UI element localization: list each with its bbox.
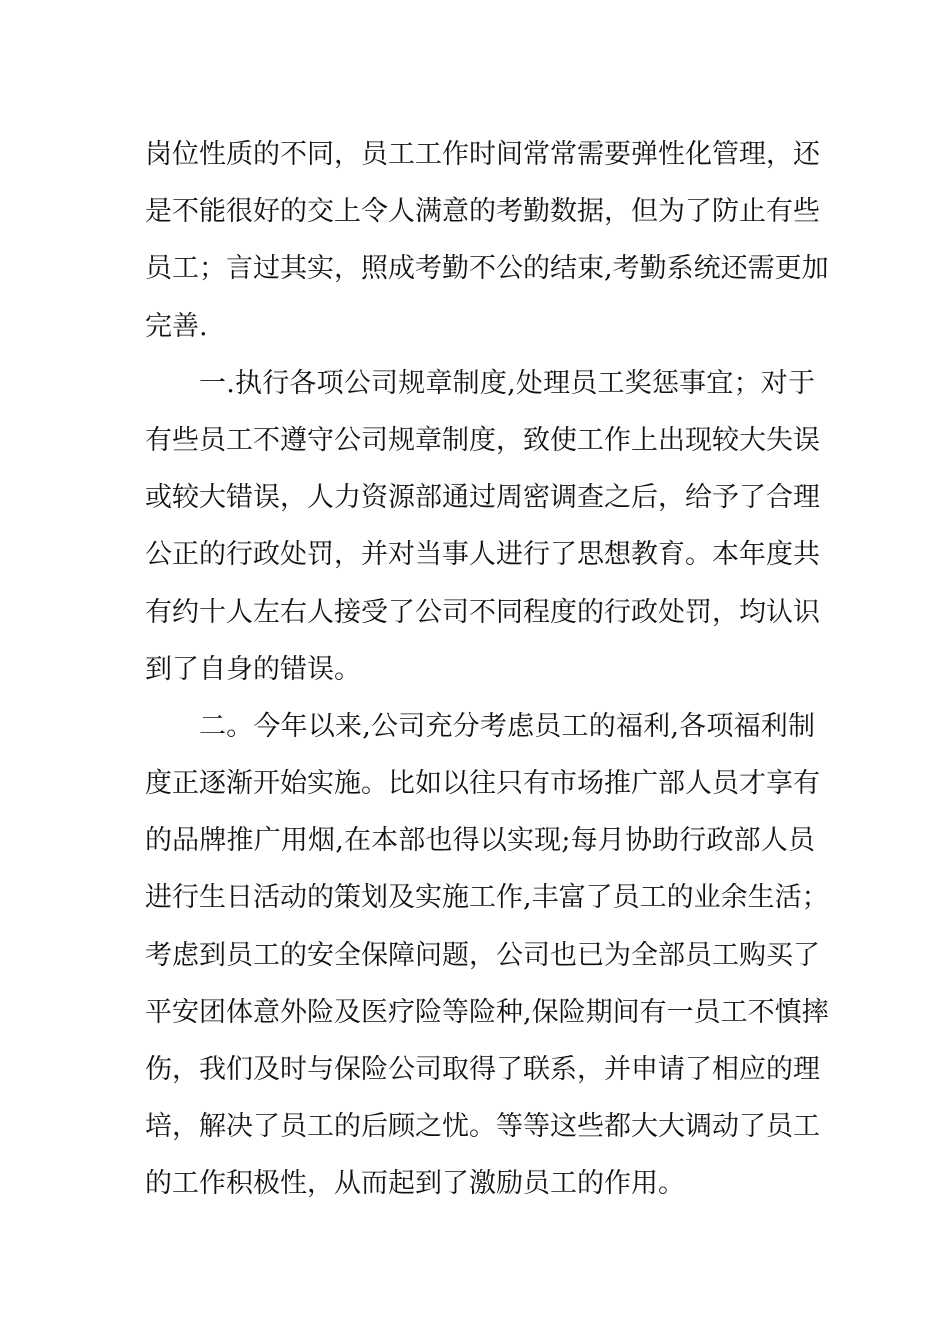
- paragraph-1-line-3: 员工；言过其实，照成考勤不公的结束,考勤系统还需更加: [145, 253, 829, 285]
- paragraph-3-line-9: 的工作积极性，从而起到了激励员工的作用。: [145, 1168, 685, 1200]
- paragraph-3-line-3: 的品牌推广用烟,在本部也得以实现;每月协助行政部人员: [145, 825, 815, 857]
- paragraph-1-line-2: 是不能很好的交上令人满意的考勤数据，但为了防止有些: [145, 196, 820, 228]
- paragraph-3-line-2: 度正逐渐开始实施。比如以往只有市场推广部人员才享有: [145, 768, 820, 800]
- paragraph-1-line-1: 岗位性质的不同，员工工作时间常常需要弹性化管理，还: [145, 139, 820, 170]
- paragraph-2-line-2: 有些员工不遵守公司规章制度，致使工作上出现较大失误: [145, 424, 820, 456]
- paragraph-2-line-4: 公正的行政处罚，并对当事人进行了思想教育。本年度共: [145, 539, 820, 571]
- paragraph-3-line-1: 二。今年以来,公司充分考虑员工的福利,各项福利制: [199, 710, 815, 742]
- paragraph-3-line-6: 平安团体意外险及医疗险等险种,保险期间有一员工不慎摔: [145, 996, 829, 1028]
- paragraph-2-line-5: 有约十人左右人接受了公司不同程度的行政处罚，均认识: [145, 596, 820, 628]
- paragraph-1-line-4: 完善.: [145, 310, 208, 342]
- paragraph-3-line-8: 培，解决了员工的后顾之忧。等等这些都大大调动了员工: [145, 1111, 820, 1143]
- document-body: [145, 126, 829, 1213]
- paragraph-3-line-7: 伤，我们及时与保险公司取得了联系，并申请了相应的理: [145, 1054, 820, 1085]
- paragraph-3-line-4: 进行生日活动的策划及实施工作,丰富了员工的业余生活；: [145, 882, 829, 914]
- paragraph-2-line-6: 到了自身的错误。: [145, 653, 361, 685]
- paragraph-2-line-3: 或较大错误，人力资源部通过周密调查之后，给予了合理: [145, 482, 820, 514]
- paragraph-2-line-1: 一.执行各项公司规章制度,处理员工奖惩事宜；对于: [199, 367, 815, 399]
- paragraph-3-line-5: 考虑到员工的安全保障问题，公司也已为全部员工购买了: [145, 939, 820, 971]
